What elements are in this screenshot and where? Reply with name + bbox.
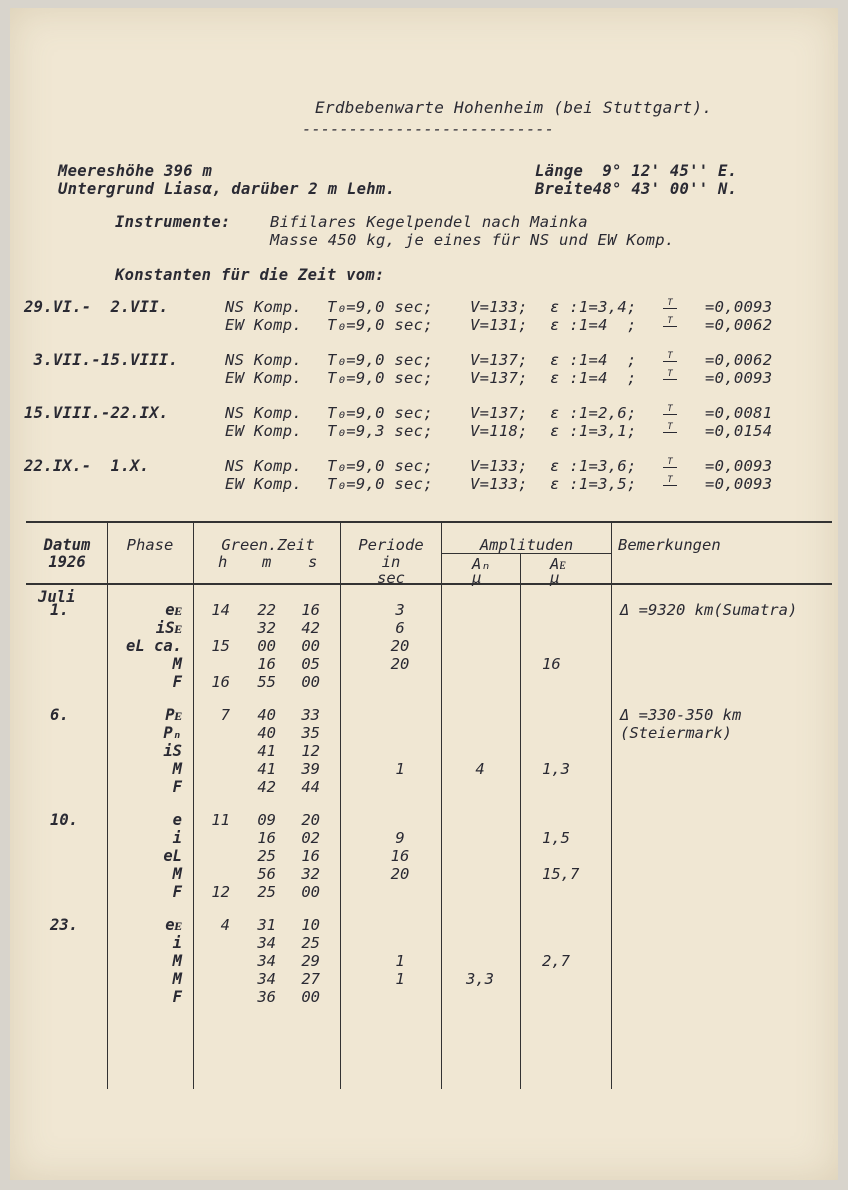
row-minutes: 34 <box>257 970 276 988</box>
constants-component: NS Komp. <box>225 457 303 475</box>
constants-epsilon: ε :1=3,6; <box>550 457 637 475</box>
month-label: Juli <box>38 588 76 606</box>
row-amplitude-e: 16 <box>542 655 561 673</box>
row-minutes: 55 <box>257 673 276 691</box>
constants-epsilon: ε :1=4 ; <box>550 369 637 387</box>
row-minutes: 42 <box>257 778 276 796</box>
constants-component: NS Komp. <box>225 298 303 316</box>
constants-value: =0,0093 <box>705 475 773 493</box>
constants-epsilon: ε :1=2,6; <box>550 404 637 422</box>
longitude: Länge 9° 12' 45'' E. <box>535 162 738 180</box>
instruments-line-2: Masse 450 kg, je eines für NS und EW Komp. <box>270 231 675 249</box>
document-page <box>10 8 838 1180</box>
row-phase: i <box>172 829 182 847</box>
row-amplitude-e: 1,3 <box>542 760 570 778</box>
header-a-e: Aᴇ <box>550 555 566 573</box>
constants-value: =0,0081 <box>705 404 773 422</box>
header-bemerkungen: Bemerkungen <box>618 536 721 554</box>
constants-v: V=133; <box>470 457 528 475</box>
row-seconds: 29 <box>301 952 320 970</box>
row-phase: eL <box>163 847 182 865</box>
row-seconds: 27 <box>301 970 320 988</box>
row-phase: F <box>172 778 182 796</box>
row-seconds: 33 <box>301 706 320 724</box>
row-seconds: 10 <box>301 916 320 934</box>
column-divider <box>107 521 108 1089</box>
row-phase: i <box>172 934 182 952</box>
station-title: Erdbebenwarte Hohenheim (bei Stuttgart). <box>315 98 713 117</box>
header-periode: Periode <box>358 536 424 554</box>
row-seconds: 32 <box>301 865 320 883</box>
row-phase: M <box>172 865 182 883</box>
row-amplitude-e: 2,7 <box>542 952 570 970</box>
constants-component: NS Komp. <box>225 404 303 422</box>
row-hours: 14 <box>211 601 230 619</box>
row-minutes: 34 <box>257 934 276 952</box>
row-period: 1 <box>395 970 405 988</box>
instruments-line-1: Bifilares Kegelpendel nach Mainka <box>270 213 588 231</box>
header-datum: Datum <box>43 536 91 554</box>
latitude: Breite48° 43' 00'' N. <box>535 180 738 198</box>
row-amplitude-e: 1,5 <box>542 829 570 847</box>
constants-value: =0,0093 <box>705 457 773 475</box>
row-minutes: 25 <box>257 847 276 865</box>
title-underline: --------------------------- <box>302 120 554 138</box>
constants-epsilon: ε :1=3,5; <box>550 475 637 493</box>
row-hours: 4 <box>220 916 230 934</box>
row-phase: M <box>172 655 182 673</box>
column-divider <box>611 521 612 1089</box>
row-seconds: 00 <box>301 637 320 655</box>
row-phase: Pᴇ <box>165 706 182 724</box>
row-minutes: 16 <box>257 655 276 673</box>
constants-label: Konstanten für die Zeit vom: <box>115 266 385 284</box>
row-remark: Δ =9320 km(Sumatra) <box>620 601 798 619</box>
row-seconds: 02 <box>301 829 320 847</box>
constants-value: =0,0093 <box>705 369 773 387</box>
instruments-label: Instrumente: <box>115 213 231 231</box>
row-seconds: 00 <box>301 883 320 901</box>
row-seconds: 35 <box>301 724 320 742</box>
row-minutes: 40 <box>257 706 276 724</box>
row-period: 20 <box>390 637 410 655</box>
row-seconds: 05 <box>301 655 320 673</box>
header-amplituden: Amplituden <box>479 536 574 554</box>
constants-component: EW Komp. <box>225 422 303 440</box>
row-period: 6 <box>395 619 405 637</box>
row-remark: (Steiermark) <box>620 724 732 742</box>
constants-t0: T₀=9,0 sec; <box>327 475 433 493</box>
constants-t0: T₀=9,0 sec; <box>327 404 433 422</box>
header-in: in <box>381 553 401 571</box>
row-phase: eL ca. <box>126 637 182 655</box>
row-minutes: 41 <box>257 742 276 760</box>
row-minutes: 34 <box>257 952 276 970</box>
ground: Untergrund Liasα, darüber 2 m Lehm. <box>58 180 396 198</box>
constants-t0: T₀=9,3 sec; <box>327 422 433 440</box>
fraction-symbol: T <box>663 299 677 310</box>
row-phase: eᴇ <box>165 916 182 934</box>
constants-v: V=137; <box>470 369 528 387</box>
constants-component: NS Komp. <box>225 351 303 369</box>
row-phase: e <box>172 811 182 829</box>
header-green-zeit: Green.Zeit <box>221 536 315 554</box>
constants-component: EW Komp. <box>225 475 303 493</box>
fraction-symbol: T <box>663 352 677 363</box>
header-m: m <box>262 553 272 571</box>
row-remark: Δ =330-350 km <box>620 706 742 724</box>
header-h: h <box>218 553 228 571</box>
row-period: 20 <box>390 655 410 673</box>
constants-value: =0,0062 <box>705 316 773 334</box>
row-seconds: 25 <box>301 934 320 952</box>
fraction-symbol: T <box>663 423 677 434</box>
row-seconds: 12 <box>301 742 320 760</box>
fraction-symbol: T <box>663 405 677 416</box>
row-amplitude-e: 15,7 <box>542 865 580 883</box>
constants-v: V=137; <box>470 404 528 422</box>
constants-value: =0,0062 <box>705 351 773 369</box>
row-period: 3 <box>395 601 405 619</box>
row-period: 1 <box>395 760 405 778</box>
constants-component: EW Komp. <box>225 369 303 387</box>
header-year: 1926 <box>48 553 86 571</box>
row-seconds: 16 <box>301 601 320 619</box>
column-divider <box>340 521 341 1089</box>
constants-value: =0,0093 <box>705 298 773 316</box>
row-phase: iSᴇ <box>155 619 182 637</box>
constants-epsilon: ε :1=4 ; <box>550 351 637 369</box>
row-minutes: 22 <box>257 601 276 619</box>
row-minutes: 16 <box>257 829 276 847</box>
row-date: 1. <box>50 601 69 619</box>
row-seconds: 39 <box>301 760 320 778</box>
header-mu-n: μ <box>472 569 482 587</box>
row-minutes: 09 <box>257 811 276 829</box>
row-phase: iS <box>163 742 182 760</box>
row-minutes: 40 <box>257 724 276 742</box>
constants-t0: T₀=9,0 sec; <box>327 457 433 475</box>
header-mu-e: μ <box>550 569 560 587</box>
header-a-n: Aₙ <box>472 555 491 573</box>
row-date: 10. <box>50 811 78 829</box>
row-seconds: 00 <box>301 988 320 1006</box>
constants-epsilon: ε :1=3,4; <box>550 298 637 316</box>
constants-period: 15.VIII.-22.IX. <box>24 404 169 422</box>
constants-component: EW Komp. <box>225 316 303 334</box>
row-seconds: 42 <box>301 619 320 637</box>
elevation: Meereshöhe 396 m <box>58 162 213 180</box>
constants-period: 22.IX.- 1.X. <box>24 457 150 475</box>
row-period: 1 <box>395 952 405 970</box>
fraction-symbol: T <box>663 370 677 381</box>
row-phase: F <box>172 883 182 901</box>
row-minutes: 36 <box>257 988 276 1006</box>
constants-v: V=131; <box>470 316 528 334</box>
row-seconds: 20 <box>301 811 320 829</box>
column-divider <box>520 553 521 1089</box>
header-phase: Phase <box>126 536 174 554</box>
row-phase: M <box>172 952 182 970</box>
header-sec: sec <box>377 569 405 587</box>
fraction-symbol: T <box>663 476 677 487</box>
constants-v: V=137; <box>470 351 528 369</box>
constants-period: 3.VII.-15.VIII. <box>24 351 179 369</box>
row-hours: 16 <box>211 673 230 691</box>
row-hours: 11 <box>211 811 230 829</box>
row-minutes: 32 <box>257 619 276 637</box>
table-top-rule <box>26 521 832 523</box>
row-hours: 7 <box>220 706 230 724</box>
column-divider <box>193 521 194 1089</box>
fraction-symbol: T <box>663 317 677 328</box>
row-hours: 12 <box>211 883 230 901</box>
row-amplitude-n: 4 <box>475 760 485 778</box>
row-seconds: 16 <box>301 847 320 865</box>
row-date: 23. <box>50 916 78 934</box>
row-minutes: 41 <box>257 760 276 778</box>
row-phase: F <box>172 988 182 1006</box>
row-phase: F <box>172 673 182 691</box>
row-phase: M <box>172 970 182 988</box>
constants-t0: T₀=9,0 sec; <box>327 369 433 387</box>
row-hours: 15 <box>211 637 230 655</box>
row-minutes: 00 <box>257 637 276 655</box>
row-period: 20 <box>390 865 410 883</box>
constants-v: V=133; <box>470 475 528 493</box>
row-seconds: 44 <box>301 778 320 796</box>
constants-epsilon: ε :1=4 ; <box>550 316 637 334</box>
row-period: 16 <box>390 847 410 865</box>
row-phase: eᴇ <box>165 601 182 619</box>
constants-t0: T₀=9,0 sec; <box>327 316 433 334</box>
constants-v: V=118; <box>470 422 528 440</box>
row-seconds: 00 <box>301 673 320 691</box>
constants-epsilon: ε :1=3,1; <box>550 422 637 440</box>
row-minutes: 31 <box>257 916 276 934</box>
header-s: s <box>308 553 318 571</box>
row-phase: Pₙ <box>163 724 182 742</box>
constants-v: V=133; <box>470 298 528 316</box>
row-date: 6. <box>50 706 69 724</box>
row-phase: M <box>172 760 182 778</box>
constants-value: =0,0154 <box>705 422 773 440</box>
constants-t0: T₀=9,0 sec; <box>327 298 433 316</box>
row-amplitude-n: 3,3 <box>466 970 494 988</box>
row-minutes: 56 <box>257 865 276 883</box>
fraction-symbol: T <box>663 458 677 469</box>
row-minutes: 25 <box>257 883 276 901</box>
constants-period: 29.VI.- 2.VII. <box>24 298 169 316</box>
row-period: 9 <box>395 829 405 847</box>
column-divider <box>441 521 442 1089</box>
constants-t0: T₀=9,0 sec; <box>327 351 433 369</box>
